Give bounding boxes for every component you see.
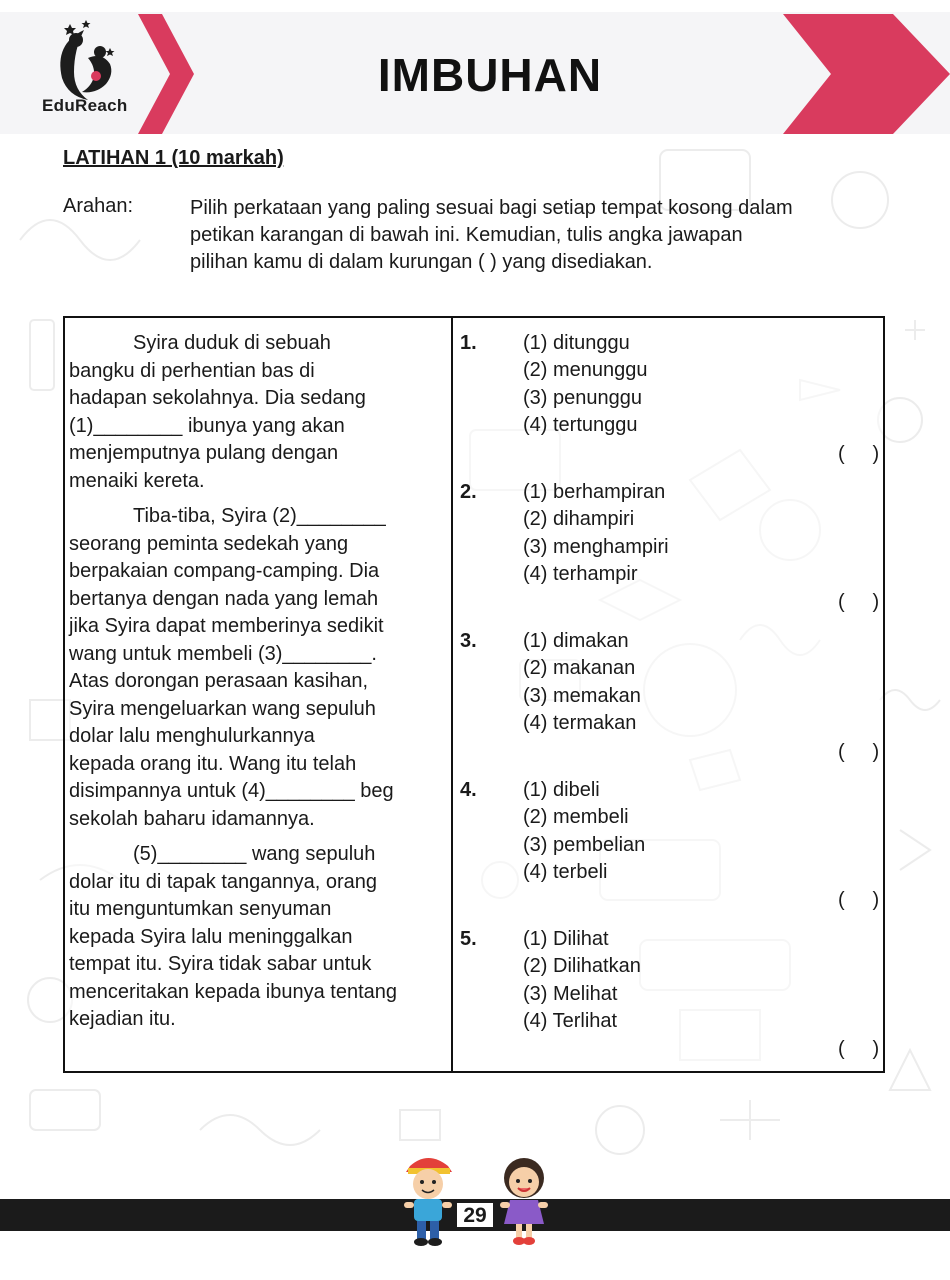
option: (3) penunggu	[523, 386, 642, 409]
passage-paragraph-3	[69, 841, 447, 1034]
boy-mascot-icon	[400, 1152, 456, 1248]
option: (3) memakan	[523, 684, 641, 707]
table-column-divider	[451, 316, 453, 1073]
passage-line: kejadian itu.	[69, 1008, 176, 1030]
option: (4) termakan	[523, 711, 637, 734]
passage-paragraph-1	[69, 330, 447, 495]
option: (1) Dilihat	[523, 928, 609, 950]
option: (1) berhampiran	[523, 481, 666, 503]
passage-line: Syira duduk di sebuah	[133, 332, 331, 354]
instruction-label: Arahan:	[63, 195, 134, 217]
passage-text	[69, 330, 447, 1042]
option: (1) ditunggu	[523, 332, 630, 354]
option: (2) Dilihatkan	[523, 955, 641, 978]
passage-line: (5)________ wang sepuluh	[133, 843, 376, 865]
passage-line: hadapan sekolahnya. Dia sedang	[69, 387, 366, 409]
passage-line: menaiki kereta.	[69, 469, 205, 492]
instruction-line: Pilih perkataan yang paling sesuai bagi setiap tempat kosong dalam	[190, 197, 793, 219]
page-title: IMBUHAN	[377, 49, 603, 101]
question-5-options	[523, 926, 641, 1035]
passage-line: bangku di perhentian bas di	[69, 359, 315, 382]
option: (4) Terlihat	[523, 1009, 618, 1032]
passage-line: Tiba-tiba, Syira (2)________	[133, 505, 386, 527]
question-4-number: 4.	[460, 779, 477, 801]
passage-line: kepada orang itu. Wang itu telah	[69, 752, 357, 775]
passage-line: disimpannya untuk (4)________ beg	[69, 780, 394, 802]
question-5-number: 5.	[460, 928, 477, 950]
option: (1) dimakan	[523, 630, 629, 652]
answer-box-1[interactable]: ( )	[838, 443, 880, 465]
question-1-options	[523, 330, 648, 439]
logo-text: EduReach	[42, 96, 128, 115]
question-1-number: 1.	[460, 332, 477, 354]
passage-line: seorang peminta sedekah yang	[69, 532, 349, 555]
passage-line: wang untuk membeli (3)________.	[69, 642, 377, 665]
instruction-text	[190, 195, 895, 276]
option: (3) Melihat	[523, 982, 618, 1005]
option: (3) pembelian	[523, 833, 646, 856]
question-2-options	[523, 479, 669, 588]
passage-line: dolar itu di tapak tangannya, orang	[69, 870, 377, 893]
passage-line: jika Syira dapat memberinya sedikit	[69, 615, 384, 637]
option: (4) terhampir	[523, 562, 638, 585]
option: (1) dibeli	[523, 779, 600, 801]
passage-line: itu menguntumkan senyuman	[69, 898, 332, 920]
passage-line: menjemputnya pulang dengan	[69, 442, 339, 464]
passage-line: tempat itu. Syira tidak sabar untuk	[69, 953, 372, 975]
option: (2) menunggu	[523, 359, 648, 382]
passage-line: Syira mengeluarkan wang sepuluh	[69, 697, 376, 720]
option: (2) makanan	[523, 657, 636, 680]
header-chevron-right-icon	[783, 14, 950, 134]
header-chevron-left-icon	[138, 14, 194, 134]
instruction-line: pilihan kamu di dalam kurungan ( ) yang disediakan.	[190, 251, 653, 273]
question-2-number: 2.	[460, 481, 477, 503]
girl-mascot-icon	[496, 1152, 552, 1248]
answer-box-3[interactable]: ( )	[838, 741, 880, 763]
passage-line: (1)________ ibunya yang akan	[69, 414, 345, 437]
question-3-number: 3.	[460, 630, 477, 652]
instruction-line: petikan karangan di bawah ini. Kemudian, tulis angka jawapan	[190, 224, 743, 246]
option: (4) terbeli	[523, 860, 608, 883]
passage-paragraph-2	[69, 503, 447, 833]
passage-line: sekolah baharu idamannya.	[69, 807, 315, 830]
passage-line: Atas dorongan perasaan kasihan,	[69, 670, 369, 692]
answer-box-2[interactable]: ( )	[838, 591, 880, 613]
answer-box-4[interactable]: ( )	[838, 889, 880, 911]
page-number: 29	[455, 1201, 495, 1229]
passage-line: menceritakan kepada ibunya tentang	[69, 980, 398, 1003]
passage-line: bertanya dengan nada yang lemah	[69, 587, 379, 610]
passage-line: dolar lalu menghulurkannya	[69, 725, 315, 747]
option: (2) membeli	[523, 806, 629, 829]
option: (4) tertunggu	[523, 413, 638, 436]
question-4-options	[523, 777, 645, 886]
option: (2) dihampiri	[523, 508, 635, 531]
passage-line: kepada Syira lalu meninggalkan	[69, 925, 353, 948]
exercise-title: LATIHAN 1 (10 markah)	[63, 147, 284, 169]
question-3-options	[523, 628, 641, 737]
option: (3) menghampiri	[523, 535, 669, 558]
passage-line: berpakaian compang-camping. Dia	[69, 560, 380, 582]
answer-box-5[interactable]: ( )	[838, 1038, 880, 1060]
